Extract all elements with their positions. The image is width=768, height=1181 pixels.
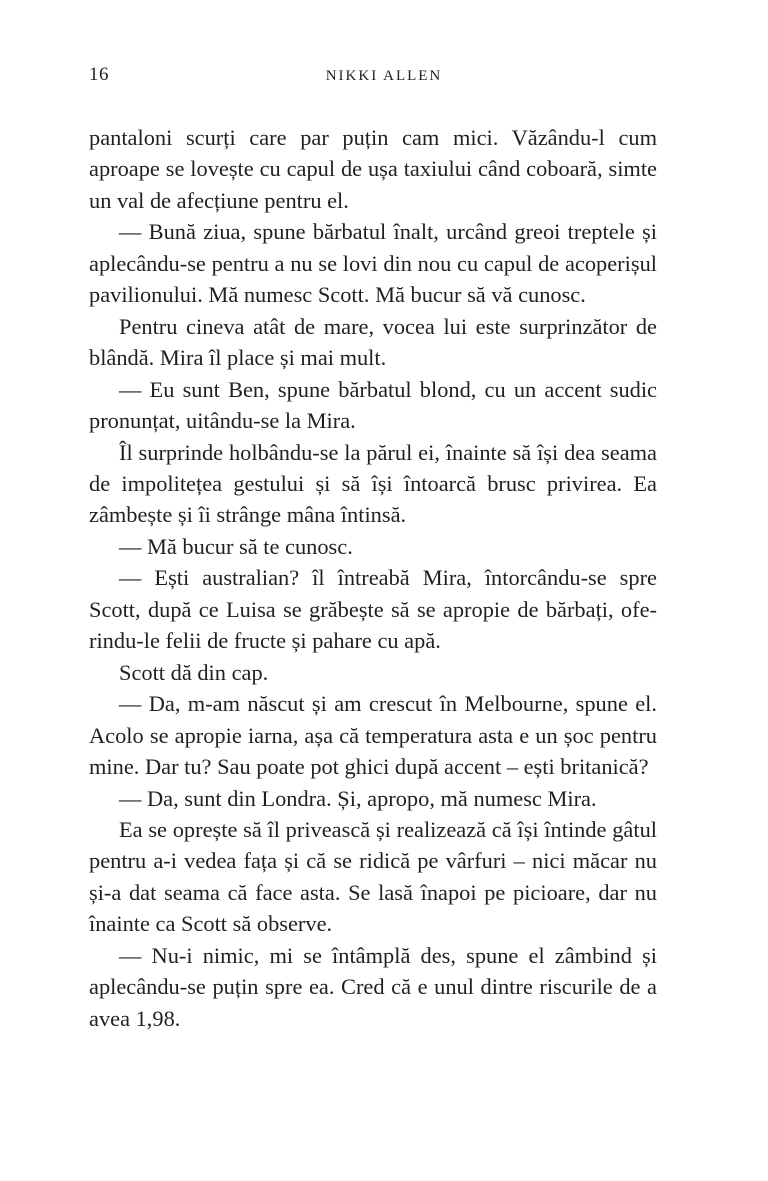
paragraph: Ea se oprește să îl privească și realizează că își întinde gâtul pentru a-i vedea fața și că se ridică pe vârfuri – nici măcar nu și-a dat seama că face asta. Se lasă înapoi pe picioare, dar nu înainte ca Scott să observe. [89,816,657,937]
paragraph: — Da, m-am născut și am crescut în Melbourne, spune el. Acolo se apropie iarna, așa că temperatura asta e un șoc pentru mine. Dar tu? Sau poate pot ghici după accent – ești britanică? [89,691,657,780]
paragraph: — Nu-i nimic, mi se întâmplă des, spune el zâmbind și aplecându-se puțin spre ea. Cred că e unul dintre riscurile de a avea 1,98. [89,942,657,1031]
running-head-author: NIKKI ALLEN [325,68,443,84]
paragraph: Pentru cineva atât de mare, vocea lui este surprinzător de blândă. Mira îl place și mai mult. [89,313,657,371]
paragraph: — Eu sunt Ben, spune bărbatul blond, cu un accent sudic pronunțat, uitându-se la Mira. [89,376,657,434]
paragraph: — Da, sunt din Londra. Și, apropo, mă numesc Mira. [119,785,597,811]
paragraph: Îl surprinde holbându-se la părul ei, înainte să își dea seama de impolitețea gestului și să își întoarcă brusc privirea. Ea zâmbește și îi strânge mâna întinsă. [89,439,657,528]
paragraph-continued: pantaloni scurți care par puțin cam mici. Văzându-l cum aproape se lovește cu capul de ușa taxiului când coboară, simte un val de afecțiune pentru el. [89,125,657,213]
paragraph: — Mă bucur să te cunosc. [119,533,353,559]
paragraph: Scott dă din cap. [119,659,269,685]
body-text [89,122,657,1034]
paragraph: — Ești australian? îl întreabă Mira, întorcându-se spre Scott, după ce Luisa se grăbește să se apropie de bărbați, oferindu-le felii de fructe și pahare cu apă. [89,565,657,654]
page-number: 16 [89,64,109,85]
paragraph: — Bună ziua, spune bărbatul înalt, urcând greoi treptele și aplecându-se pentru a nu se lovi din nou cu capul de acoperișul pavilionului. Mă numesc Scott. Mă bucur să vă cunosc. [89,219,657,308]
